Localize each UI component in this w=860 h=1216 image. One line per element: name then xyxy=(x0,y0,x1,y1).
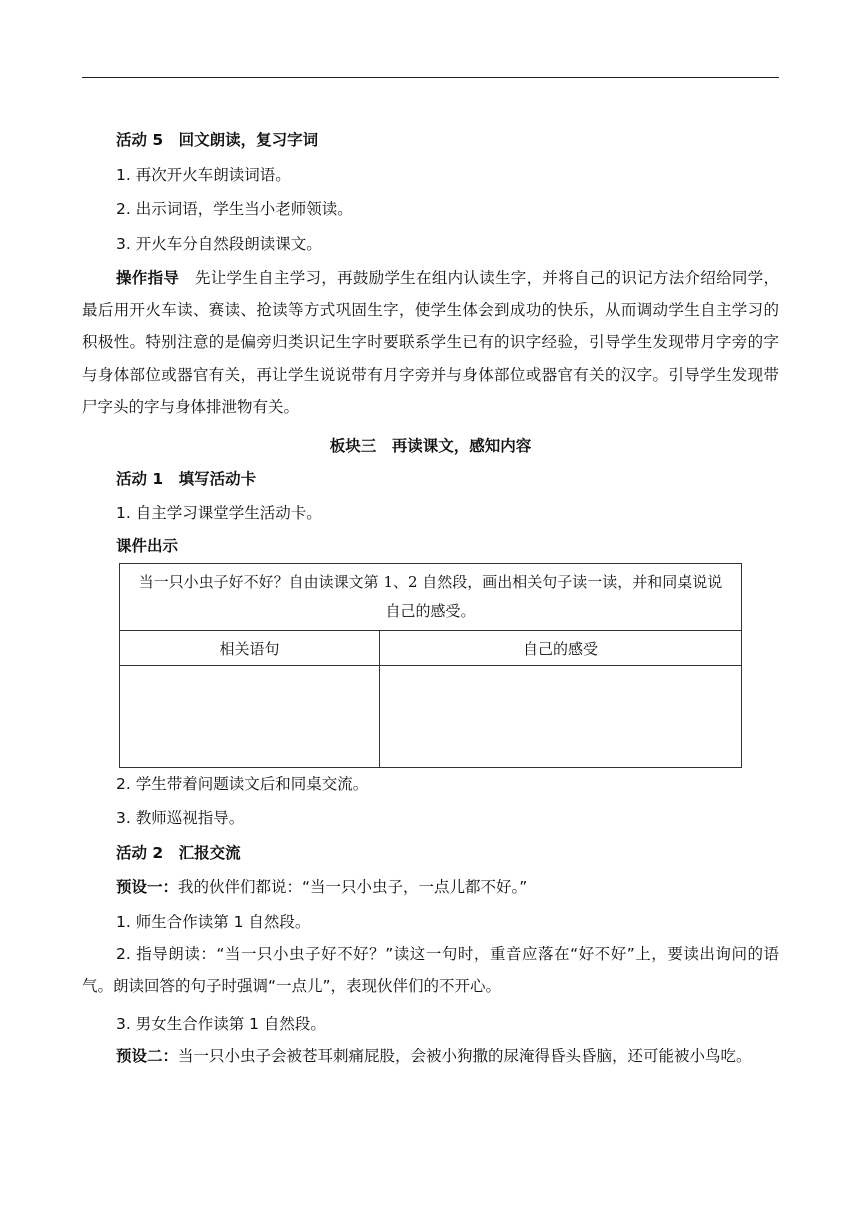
guide-paragraph xyxy=(82,262,779,423)
preset2 xyxy=(82,1040,779,1072)
list-item: 2. 指导朗读：“当一只小虫子好不好？”读这一句时，重音应落在“好不好”上，要读出询问的语气。朗读回答的句子时强调“一点儿”，表现伙伴们的不开心。 xyxy=(82,945,779,996)
preset2-label: 预设二： xyxy=(116,1047,179,1065)
list-item: 2. 学生带着问题读文后和同桌交流。 xyxy=(116,775,369,793)
section-title: 板块三 再读课文，感知内容 xyxy=(329,437,532,455)
table-cell-feelings[interactable] xyxy=(380,666,742,768)
guide-label: 操作指导 xyxy=(116,269,180,287)
activity1-title: 活动 1 填写活动卡 xyxy=(116,470,257,488)
table-cell-sentences[interactable] xyxy=(120,666,380,768)
preset2-text: 当一只小虫子会被苍耳刺痛屁股，会被小狗撒的尿淹得昏头昏脑，还可能被小鸟吃。 xyxy=(178,1047,752,1065)
table-header-feelings: 自己的感受 xyxy=(380,631,742,666)
list-item: 2. 出示词语，学生当小老师领读。 xyxy=(116,200,353,218)
list-item: 3. 开火车分自然段朗读课文。 xyxy=(116,235,322,253)
preset1-text: 我的伙伴们都说：“当一只小虫子，一点儿都不好。” xyxy=(178,878,528,896)
table-header-sentences: 相关语句 xyxy=(120,631,380,666)
table-question: 当一只小虫子好不好？自由读课文第 1、2 自然段，画出相关句子读一读，并和同桌说说自己的感受。 xyxy=(120,564,742,631)
list-item: 1. 师生合作读第 1 自然段。 xyxy=(116,913,311,931)
list-item: 3. 教师巡视指导。 xyxy=(116,809,245,827)
preset1 xyxy=(82,875,813,899)
list-item: 1. 再次开火车朗读词语。 xyxy=(116,166,291,184)
guide-text: 先让学生自主学习，再鼓励学生在组内认读生字，并将自己的识记方法介绍给同学，最后用开火车读、赛读、抢读等方式巩固生字，使学生体会到成功的快乐，从而调动学生自主学习的积极性。特别注意的是偏旁归类识记生字时要联系学生已有的识字经验，引导学生发现带月字旁的字与身体部位或器官有关，再让学生说说带有月字旁并与身体部位或器官有关的汉字。引导学生发现带尸字头的字与身体排泄物有关。 xyxy=(82,269,779,416)
activity2-title: 活动 2 汇报交流 xyxy=(116,844,241,862)
list-item: 3. 男女生合作读第 1 自然段。 xyxy=(116,1015,326,1033)
activity-card-table xyxy=(119,563,742,768)
courseware-label: 课件出示 xyxy=(116,537,179,555)
list-item: 1. 自主学习课堂学生活动卡。 xyxy=(116,504,322,522)
preset1-label: 预设一： xyxy=(116,878,179,896)
activity5-title: 活动 5 回文朗读，复习字词 xyxy=(116,131,319,149)
header-rule xyxy=(82,77,779,78)
